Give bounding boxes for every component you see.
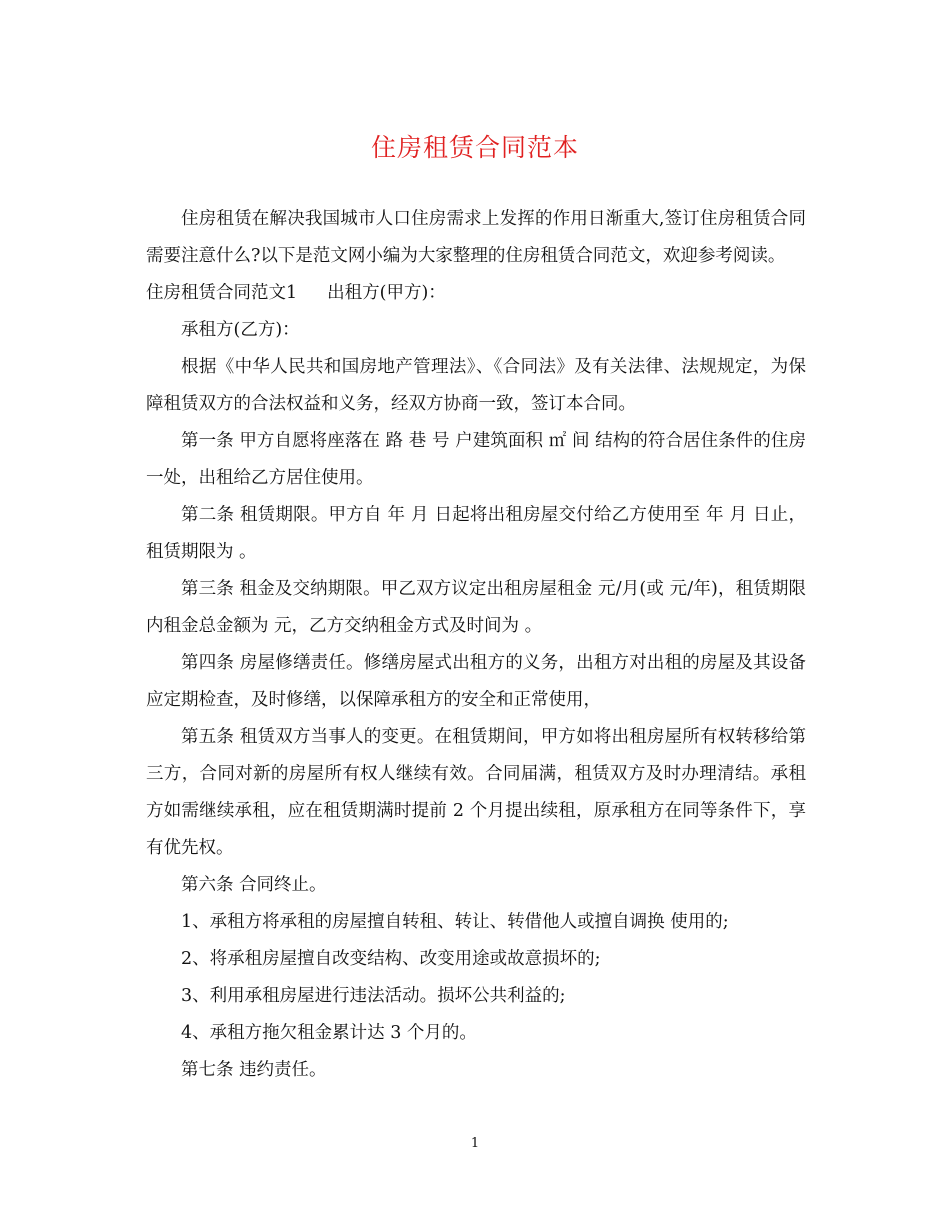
- section-label: 住房租赁合同范文1: [146, 283, 298, 303]
- paragraph-article-2: 第二条 租赁期限。甲方自 年 月 日起将出租房屋交付给乙方使用至 年 月 日止，租赁期限为 。: [146, 505, 806, 562]
- list-item-termination-2: 2、将承租房屋擅自改变结构、改变用途或故意损坏的;: [181, 949, 601, 969]
- document-title: 住房租赁合同范本: [370, 133, 579, 162]
- paragraph-article-3: 第三条 租金及交纳期限。甲乙双方议定出租房屋租金 元/月(或 元/年)，租赁期限内租金总金额为 元，乙方交纳租金方式及时间为 。: [146, 579, 806, 636]
- intro-paragraph: 住房租赁在解决我国城市人口住房需求上发挥的作用日渐重大,签订住房租赁合同需要注意什么?以下是范文网小编为大家整理的住房租赁合同范文，欢迎参考阅读。: [146, 209, 806, 266]
- paragraph-article-5: 第五条 租赁双方当事人的变更。在租赁期间，甲方如将出租房屋所有权转移给第三方，合同对新的房屋所有权人继续有效。合同届满，租赁双方及时办理清结。承租方如需继续承租，应在租赁期满时提前 2 个月提出续租，原承租方在同等条件下，享有优先权。: [146, 727, 806, 858]
- list-item-termination-4: 4、承租方拖欠租金累计达 3 个月的。: [181, 1023, 477, 1043]
- paragraph-article-4: 第四条 房屋修缮责任。修缮房屋式出租方的义务，出租方对出租的房屋及其设备应定期检查，及时修缮，以保障承租方的安全和正常使用，: [146, 653, 806, 710]
- paragraph-article-6: 第六条 合同终止。: [181, 875, 327, 895]
- paragraph-legal-basis: 根据《中华人民共和国房地产管理法》、《合同法》及有关法律、法规规定，为保障租赁双方的合法权益和义务，经双方协商一致，签订本合同。: [146, 357, 806, 414]
- list-item-termination-3: 3、利用承租房屋进行违法活动。损坏公共利益的;: [181, 986, 566, 1006]
- lessee-label: 承租方(乙方)：: [181, 320, 300, 340]
- page-number: 1: [470, 1136, 480, 1151]
- document-body: [146, 201, 806, 1089]
- lessor-label: 出租方(甲方)：: [327, 283, 446, 303]
- section-heading-line: [146, 275, 806, 312]
- paragraph-article-1: 第一条 甲方自愿将座落在 路 巷 号 户建筑面积 ㎡ 间 结构的符合居住条件的住房一处，出租给乙方居住使用。: [146, 431, 806, 488]
- paragraph-article-7: 第七条 违约责任。: [181, 1060, 327, 1080]
- list-item-termination-1: 1、承租方将承租的房屋擅自转租、转让、转借他人或擅自调换 使用的;: [181, 912, 729, 932]
